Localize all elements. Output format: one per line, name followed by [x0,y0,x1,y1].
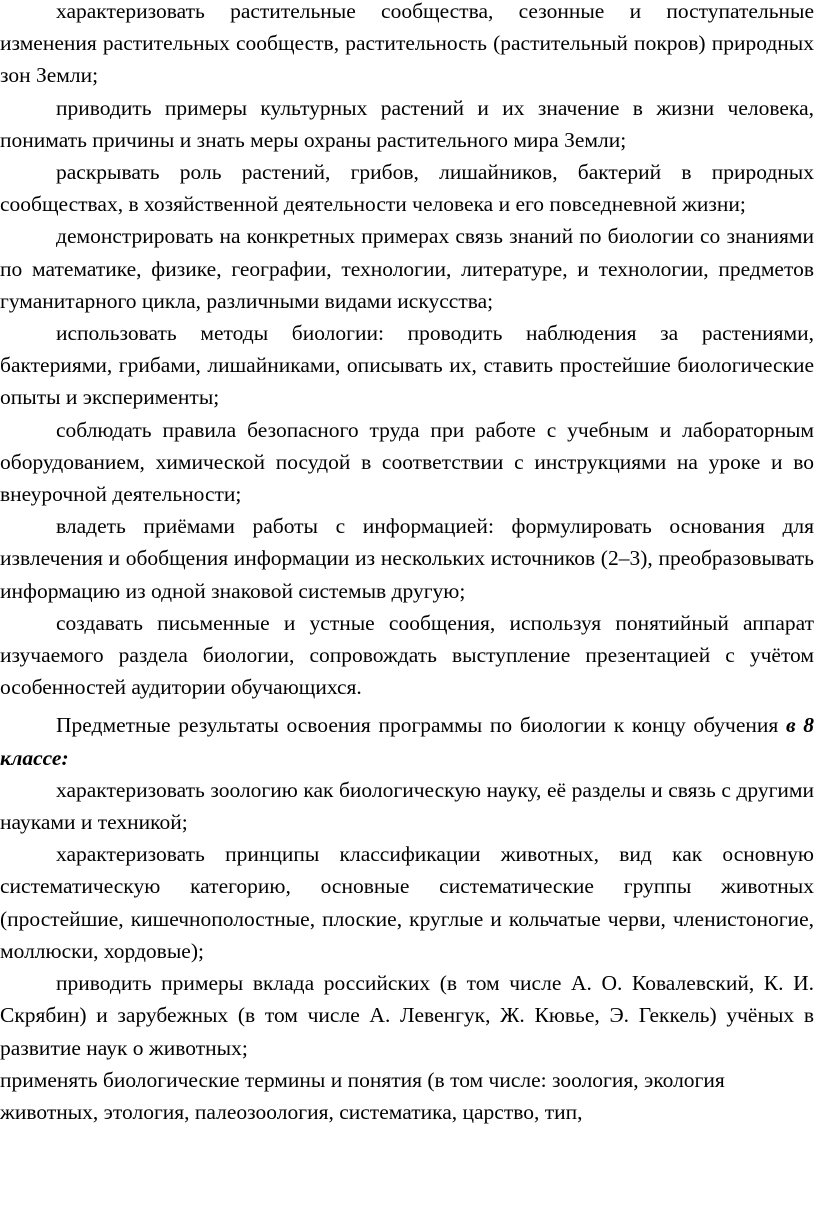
paragraph-presentations: создавать письменные и устные сообщения, используя понятийный аппарат изучаемого раздела биологии, сопровождать выступление презентацией с учётом особенностей аудитории обучающихся. [0,610,814,700]
paragraph-cultivated-plants: приводить примеры культурных растений и их значение в жизни человека, понимать причины и знать меры охраны растительного мира Земли; [0,95,814,152]
paragraph-role-of-plants: раскрывать роль растений, грибов, лишайников, бактерий в природных сообществах, в хозяйственной деятельности человека и его повседневной жизни; [0,160,814,217]
paragraph-terms: применять биологические термины и понятия (в том числе: зоология, экология животных, этология, палеозоология, систематика, царство, тип, [0,1067,725,1124]
paragraph-interdisciplinary: демонстрировать на конкретных примерах связь знаний по биологии со знаниями по математике, физике, географии, технологии, литературе, и технологии, предметов гуманитарного цикла, различными видами искусства; [0,224,814,313]
paragraph-biology-methods: использовать методы биологии: проводить наблюдения за растениями, бактериями, грибами, лишайниками, описывать их, ставить простейшие биологические опыты и эксперименты; [0,321,814,410]
paragraph-plant-communities: характеризовать растительные сообщества, сезонные и поступательные изменения растительных сообществ, растительность (растительный покров) природных зон Земли; [0,0,814,88]
results-heading-grade: в 8 классе: [0,713,815,770]
paragraph-safety-rules: соблюдать правила безопасного труда при работе с учебным и лабораторным оборудованием, химической посудой в соответствии с инструкциями на уроке и во внеурочной деятельности; [0,417,814,507]
paragraph-scientists: приводить примеры вклада российских (в том числе А. О. Ковалевский, К. И. Скрябин) и зарубежных (в том числе А. Левенгук, Ж. Кювье, Э. Геккель) учёных в развитие наук о животных; [0,971,814,1060]
results-heading-text: Предметные результаты освоения программы по биологии к концу обучения [56,713,786,738]
paragraph-zoology: характеризовать зоологию как биологическую науку, её разделы и связь с другими науками и техникой; [0,777,814,835]
paragraph-classification: характеризовать принципы классификации животных, вид как основную систематическую категорию, основные систематические группы животных (простейшие, кишечнополостные, плоские, круглые и кольчатые черви, членистоногие, моллюски, хордовые); [0,842,814,963]
results-heading [0,709,814,773]
paragraph-information-skills: владеть приёмами работы с информацией: формулировать основания для извлечения и обобщения информации из нескольких источников (2–3), преобразовывать информацию из одной знаковой системыв другую; [0,514,814,603]
